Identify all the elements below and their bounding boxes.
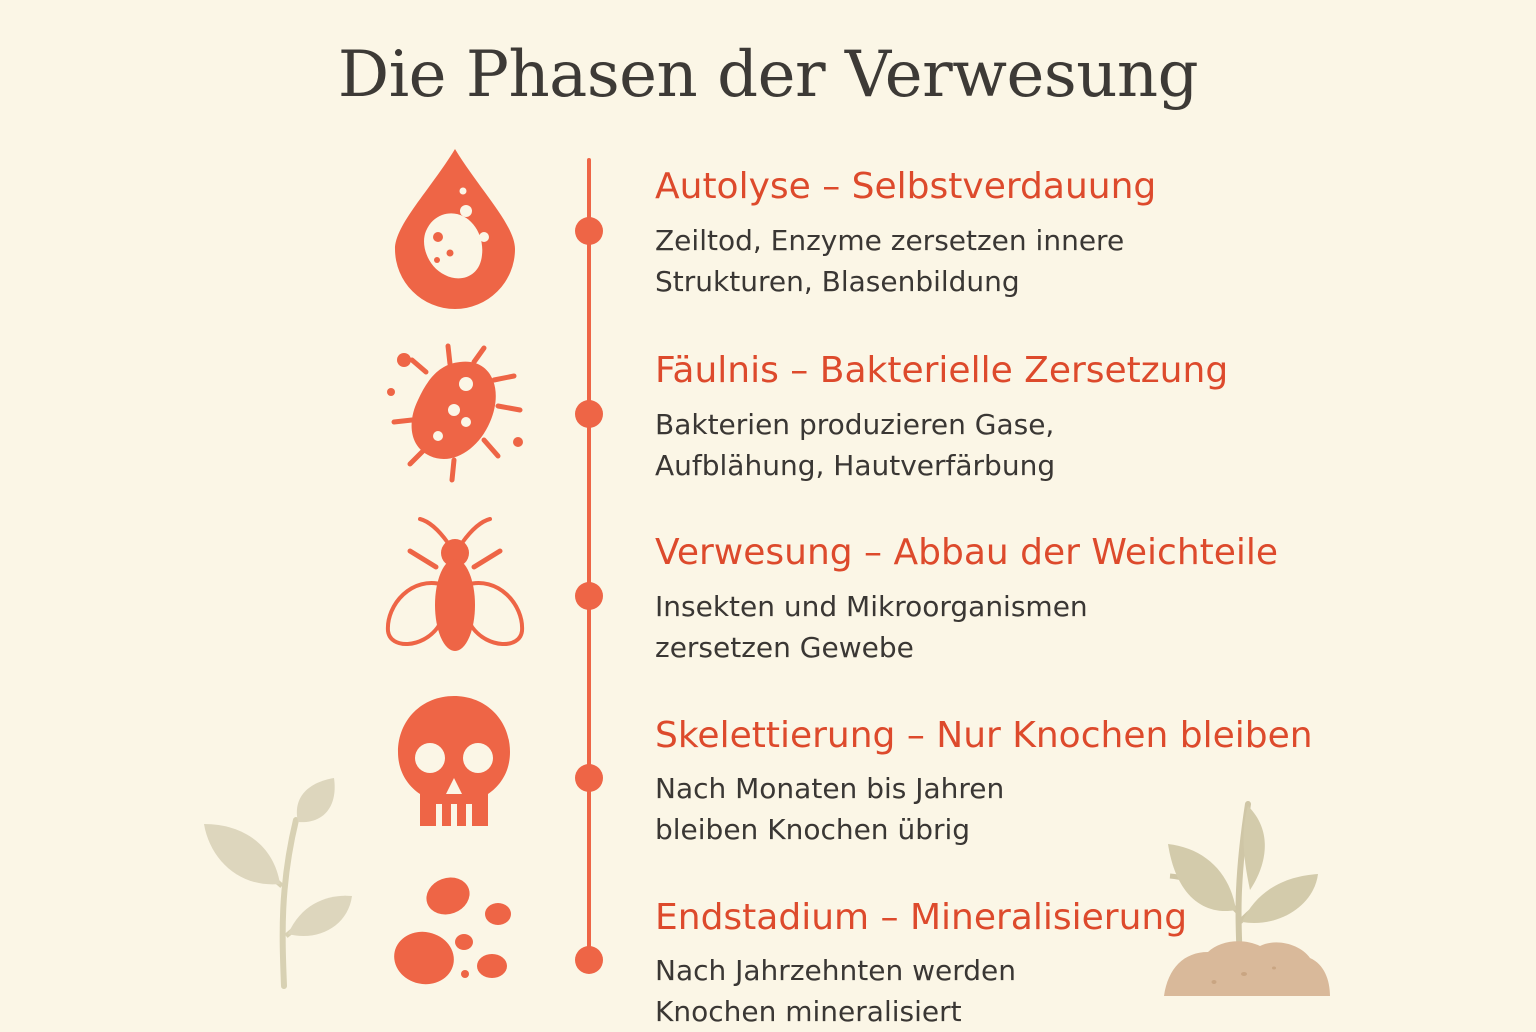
stage-title-autolyse: Autolyse – Selbstverdauung (655, 166, 1157, 207)
stage-description-line: Zeiltod, Enzyme zersetzen innere (655, 224, 1125, 257)
stage-description-line: zersetzen Gewebe (655, 631, 914, 664)
stage-description-faeulnis (655, 404, 1215, 486)
stage-title-endstadium: Endstadium – Mineralisierung (655, 897, 1188, 938)
stage-description-line: Nach Jahrzehnten werden (655, 954, 1016, 987)
timeline-dot-faeulnis (575, 400, 603, 428)
stage-description-line: Aufblähung, Hautverfärbung (655, 449, 1056, 482)
fly-icon (382, 515, 528, 657)
stage-description-line: Strukturen, Blasenbildung (655, 265, 1020, 298)
timeline-dot-autolyse (575, 217, 603, 245)
skull-icon (396, 694, 512, 828)
bone-fragments-icon (390, 874, 516, 990)
page-title: Die Phasen der Verwesung (337, 38, 1199, 112)
stage-description-line: bleiben Knochen übrig (655, 813, 971, 846)
timeline-line (587, 158, 591, 958)
plant-left-decoration (200, 776, 356, 990)
timeline-dot-endstadium (575, 946, 603, 974)
stage-description-line: Insekten und Mikroorganismen (655, 590, 1088, 623)
timeline-dot-verwesung (575, 582, 603, 610)
stage-description-verwesung (655, 586, 1215, 668)
stage-title-verwesung: Verwesung – Abbau der Weichteile (655, 532, 1279, 573)
stage-description-skelettierung (655, 768, 1215, 850)
blood-drop-icon (390, 145, 520, 310)
stage-description-line: Nach Monaten bis Jahren (655, 772, 1005, 805)
timeline-dot-skelettierung (575, 764, 603, 792)
stage-description-line: Knochen mineralisiert (655, 995, 962, 1028)
bacteria-icon (382, 340, 530, 490)
stage-title-skelettierung: Skelettierung – Nur Knochen bleiben (655, 715, 1313, 756)
stage-title-faeulnis: Fäulnis – Bakterielle Zersetzung (655, 350, 1229, 391)
stage-description-line: Bakterien produzieren Gase, (655, 408, 1055, 441)
stage-description-endstadium (655, 950, 1215, 1032)
stage-description-autolyse (655, 220, 1215, 302)
